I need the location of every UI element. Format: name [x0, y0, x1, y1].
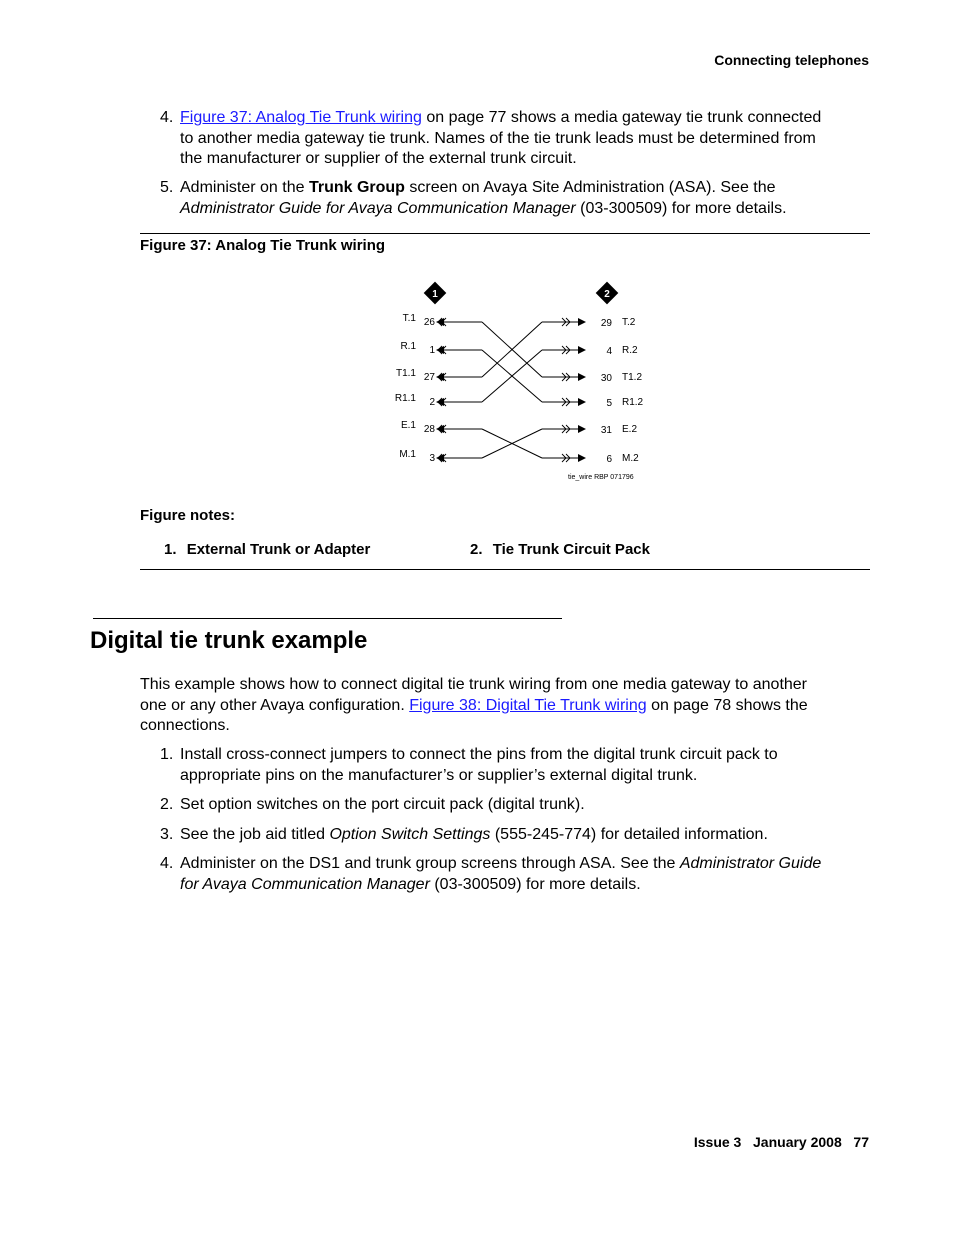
- step-text: Set option switches on the port circuit pack (digital trunk).: [180, 796, 585, 813]
- step-text: to another media gateway tie trunk. Names of the tie trunk leads must be determined from: [180, 129, 816, 147]
- list-item: [160, 795, 880, 817]
- running-header: Connecting telephones: [714, 52, 869, 68]
- lead-label: T.1: [402, 313, 416, 324]
- paragraph-text: on page 78 shows the: [646, 696, 808, 714]
- page-footer: [694, 1134, 869, 1150]
- wiring-diagram: [380, 278, 660, 488]
- figure-credit: tie_wire RBP 071796: [568, 474, 634, 481]
- lead-label: M.1: [399, 449, 416, 460]
- figure-37-link[interactable]: Figure 37: Analog Tie Trunk wiring: [180, 109, 422, 126]
- step-text: screen on Avaya Site Administration (ASA). See the: [404, 179, 776, 196]
- arrowhead: [578, 454, 586, 462]
- figure-title: Figure 37: Analog Tie Trunk wiring: [140, 237, 386, 254]
- page-number: 77: [853, 1134, 869, 1150]
- pin-number: 31: [600, 425, 612, 436]
- arrowhead: [578, 346, 586, 354]
- lead-label: E.1: [400, 420, 416, 431]
- list-item: [160, 178, 880, 222]
- paragraph-text: connections.: [140, 717, 230, 734]
- arrowhead: [436, 373, 444, 381]
- intro-paragraph: [140, 675, 870, 737]
- list-number: 3.: [160, 826, 174, 843]
- job-aid-title: Option Switch Settings: [329, 826, 491, 843]
- step-text: (03-300509) for more details.: [429, 875, 641, 893]
- pin-number: 29: [600, 318, 612, 329]
- pin-number: 4: [606, 346, 612, 357]
- step-text: Administer on the: [180, 179, 309, 196]
- pin-number: 2: [429, 397, 435, 408]
- arrowhead: [578, 318, 586, 326]
- lead-label: T1.1: [395, 368, 416, 379]
- pin-number: 1: [429, 345, 435, 356]
- step-text: See the job aid titled: [180, 826, 330, 843]
- arrowhead: [578, 398, 586, 406]
- note-number: 2.: [470, 541, 483, 558]
- guide-title: Administrator Guide for Avaya Communication Manager: [180, 199, 576, 217]
- section-title: Digital tie trunk example: [90, 627, 368, 654]
- figure-top-rule: [140, 233, 870, 234]
- step-text: the manufacturer or supplier of the external trunk circuit.: [180, 150, 577, 167]
- arrowhead: [436, 454, 444, 462]
- guide-title: Administrator Guide: [679, 855, 822, 872]
- lead-label: R.1: [400, 341, 416, 352]
- arrowhead: [578, 425, 586, 433]
- arrowhead: [578, 373, 586, 381]
- step-text: (555-245-774) for detailed information.: [490, 826, 768, 843]
- pin-number: 5: [606, 398, 612, 409]
- lead-label: M.2: [622, 453, 639, 464]
- pin-number: 30: [600, 373, 612, 384]
- figure-note: [164, 541, 370, 558]
- lead-label: R1.1: [394, 393, 416, 404]
- pin-number: 6: [606, 454, 612, 465]
- paragraph-text: This example shows how to connect digital tie trunk wiring from one media gateway to another: [140, 676, 808, 693]
- guide-title: for Avaya Communication Manager: [180, 875, 430, 893]
- list-number: 1.: [160, 746, 174, 763]
- note-text: Tie Trunk Circuit Pack: [492, 541, 650, 558]
- list-number: 5.: [160, 179, 174, 196]
- pin-number: 26: [423, 317, 435, 328]
- arrowhead: [436, 398, 444, 406]
- figure-38-link[interactable]: Figure 38: Digital Tie Trunk wiring: [409, 696, 647, 714]
- issue-date: January 2008: [753, 1134, 842, 1150]
- pin-number: 3: [429, 453, 435, 464]
- pin-number: 27: [423, 372, 435, 383]
- issue-label: Issue 3: [693, 1134, 742, 1150]
- figure-note: [470, 541, 650, 558]
- figure-bottom-rule: [140, 569, 870, 570]
- lead-label: T1.2: [622, 372, 643, 383]
- step-text: on page 77 shows a media gateway tie trunk connected: [421, 109, 822, 126]
- pin-number: 28: [423, 424, 435, 435]
- arrowhead: [436, 425, 444, 433]
- lead-label: R1.2: [622, 397, 644, 408]
- list-item: [160, 745, 880, 789]
- step-text: (03-300509) for more details.: [575, 199, 787, 217]
- list-item: [160, 825, 880, 847]
- step-text: Install cross-connect jumpers to connect the pins from the digital trunk circuit pack to: [180, 746, 778, 763]
- section-rule: [93, 618, 562, 619]
- trunk-group-term: Trunk Group: [308, 179, 405, 196]
- list-number: 2.: [160, 796, 174, 813]
- lead-label: T.2: [622, 317, 636, 328]
- list-item: [160, 854, 880, 898]
- callout-number: 1: [432, 289, 438, 300]
- list-number: 4.: [160, 109, 174, 126]
- paragraph-text: one or any other Avaya configuration.: [140, 696, 410, 714]
- list-number: 4.: [160, 855, 174, 872]
- step-text: appropriate pins on the manufacturer’s or supplier’s external digital trunk.: [180, 766, 698, 784]
- lead-label: R.2: [622, 345, 638, 356]
- figure-notes-title: Figure notes:: [140, 507, 236, 524]
- callout-number: 2: [604, 289, 610, 300]
- arrowhead: [436, 318, 444, 326]
- step-text: Administer on the DS1 and trunk group screens through ASA. See the: [180, 855, 680, 872]
- note-number: 1.: [164, 541, 177, 558]
- arrowhead: [436, 346, 444, 354]
- lead-label: E.2: [622, 424, 638, 435]
- note-text: External Trunk or Adapter: [186, 541, 371, 558]
- list-item: [160, 108, 880, 172]
